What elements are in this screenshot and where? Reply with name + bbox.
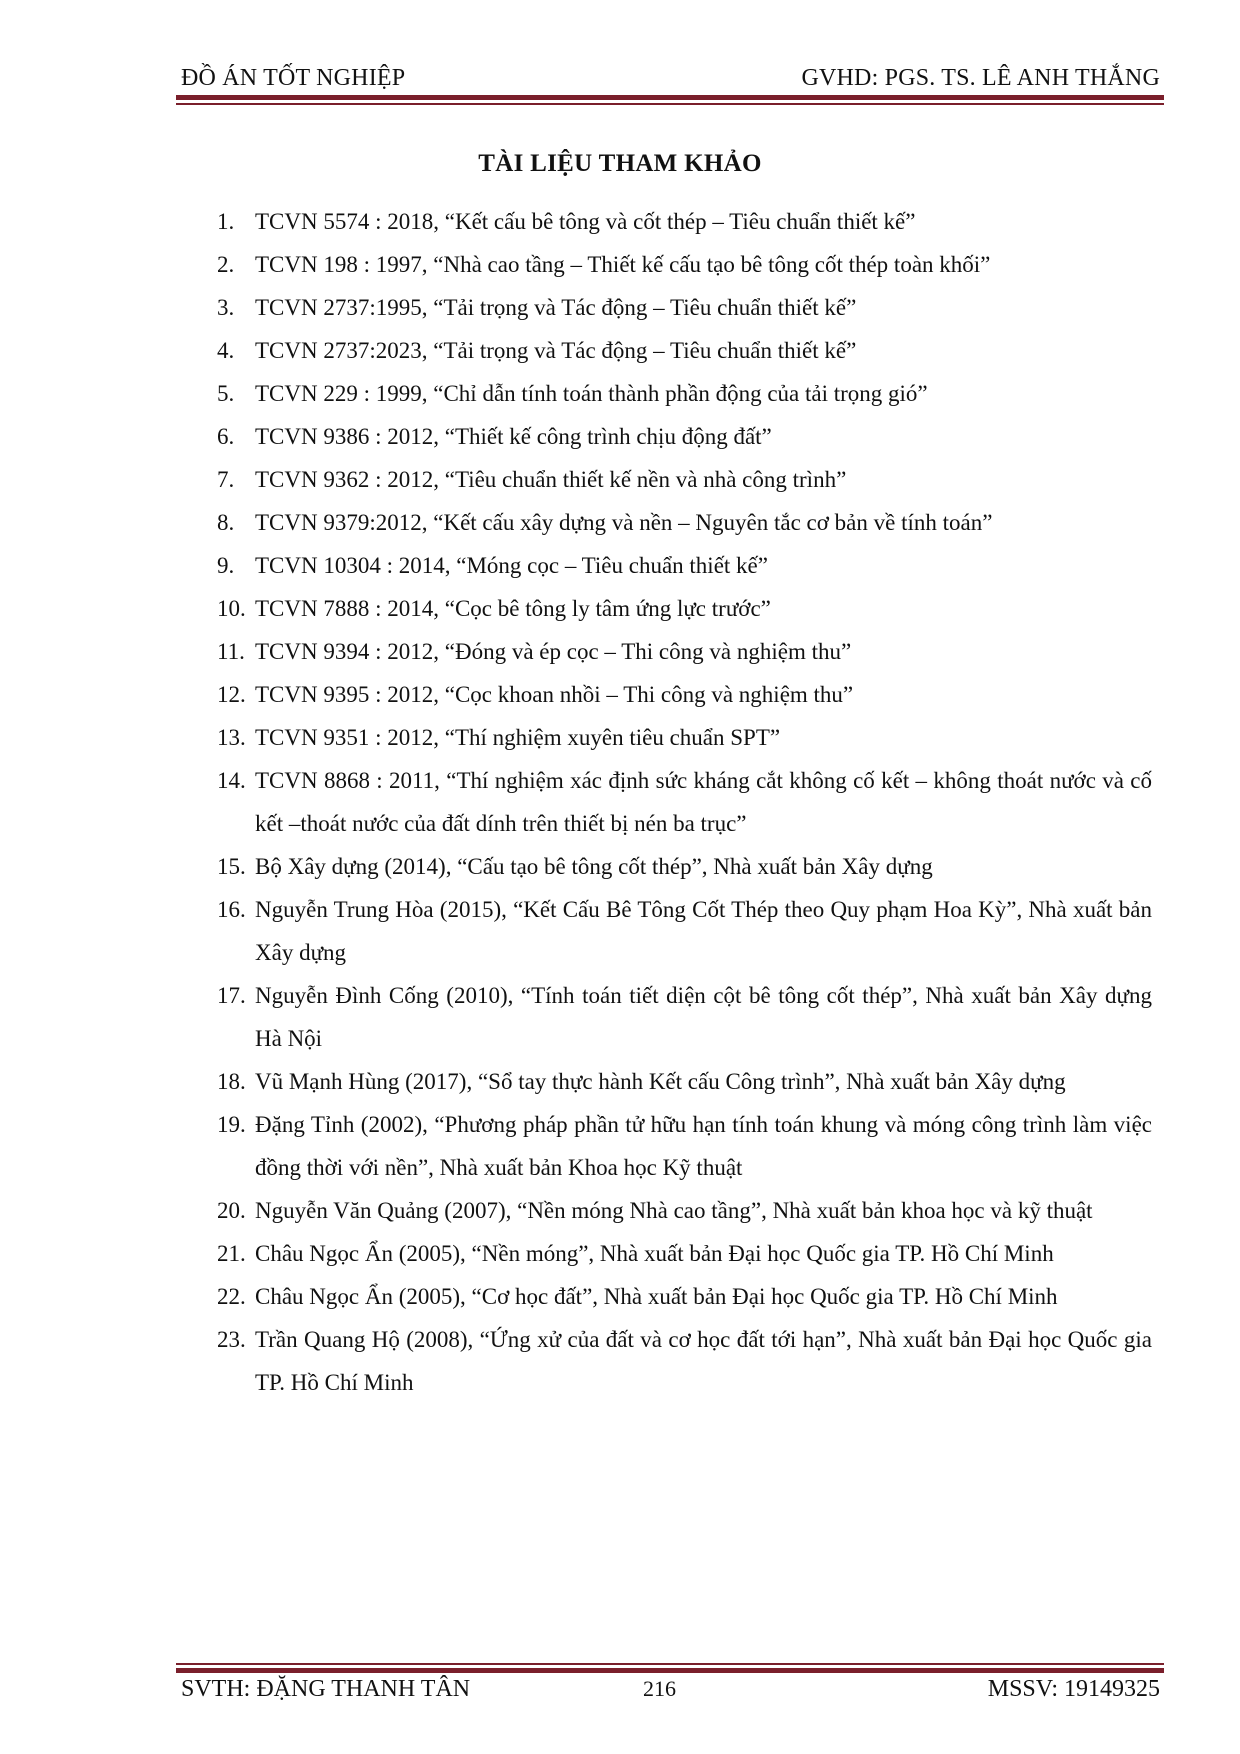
- reference-number: 22.: [217, 1284, 246, 1309]
- reference-item: [217, 888, 1152, 974]
- reference-item: [217, 630, 1152, 673]
- reference-text: TCVN 9394 : 2012, “Đóng và ép cọc – Thi công và nghiệm thu”: [255, 639, 852, 664]
- reference-item: [217, 1103, 1152, 1189]
- reference-number: 19.: [217, 1112, 246, 1137]
- reference-item: [217, 372, 1152, 415]
- reference-text: Vũ Mạnh Hùng (2017), “Sổ tay thực hành Kết cấu Công trình”, Nhà xuất bản Xây dựng: [255, 1069, 1066, 1094]
- reference-item: [217, 845, 1152, 888]
- reference-number: 6.: [217, 424, 235, 449]
- reference-number: 12.: [217, 682, 246, 707]
- reference-item: [217, 1232, 1152, 1275]
- reference-item: [217, 243, 1152, 286]
- reference-item: [217, 544, 1152, 587]
- reference-number: 13.: [217, 725, 246, 750]
- reference-text: Châu Ngọc Ẩn (2005), “Cơ học đất”, Nhà xuất bản Đại học Quốc gia TP. Hồ Chí Minh: [255, 1284, 1058, 1309]
- footer-rule-thick: [176, 1668, 1164, 1673]
- reference-number: 23.: [217, 1327, 246, 1352]
- reference-number: 16.: [217, 897, 246, 922]
- reference-number: 1.: [217, 209, 235, 234]
- reference-item: [217, 501, 1152, 544]
- reference-text: TCVN 198 : 1997, “Nhà cao tầng – Thiết kế cấu tạo bê tông cốt thép toàn khối”: [255, 252, 991, 277]
- reference-item: [217, 974, 1152, 1060]
- reference-number: 17.: [217, 983, 246, 1008]
- reference-text: TCVN 9351 : 2012, “Thí nghiệm xuyên tiêu chuẩn SPT”: [255, 725, 781, 750]
- reference-text: Nguyễn Văn Quảng (2007), “Nền móng Nhà cao tầng”, Nhà xuất bản khoa học và kỹ thuật: [255, 1198, 1093, 1223]
- reference-list: [217, 200, 1152, 1404]
- reference-number: 18.: [217, 1069, 246, 1094]
- reference-item: [217, 1060, 1152, 1103]
- reference-number: 10.: [217, 596, 246, 621]
- page-number: 216: [643, 1676, 676, 1701]
- reference-number: 14.: [217, 768, 246, 793]
- reference-text: TCVN 8868 : 2011, “Thí nghiệm xác định sức kháng cắt không cố kết – không thoát nước và cố kết –thoát nước của đất dính trên thiết bị nén ba trục”: [255, 768, 1152, 836]
- reference-number: 3.: [217, 295, 235, 320]
- header-rule-thick: [176, 95, 1164, 100]
- reference-item: [217, 1275, 1152, 1318]
- reference-number: 4.: [217, 338, 235, 363]
- footer-student-id: MSSV: 19149325: [987, 1676, 1160, 1702]
- reference-number: 7.: [217, 467, 235, 492]
- reference-item: [217, 673, 1152, 716]
- reference-text: Đặng Tỉnh (2002), “Phương pháp phần tử hữu hạn tính toán khung và móng công trình làm việc đồng thời với nền”, Nhà xuất bản Khoa học Kỹ thuật: [255, 1112, 1152, 1180]
- reference-item: [217, 415, 1152, 458]
- reference-text: TCVN 9386 : 2012, “Thiết kế công trình chịu động đất”: [255, 424, 772, 449]
- footer-student-label: SVTH: ĐẶNG THANH TÂN: [181, 1676, 471, 1702]
- reference-text: TCVN 9379:2012, “Kết cấu xây dựng và nền – Nguyên tắc cơ bản về tính toán”: [255, 510, 993, 535]
- reference-text: TCVN 2737:2023, “Tải trọng và Tác động – Tiêu chuẩn thiết kế”: [255, 338, 857, 363]
- reference-item: [217, 1189, 1152, 1232]
- footer-rule-thin: [176, 1663, 1164, 1665]
- reference-text: TCVN 5574 : 2018, “Kết cấu bê tông và cốt thép – Tiêu chuẩn thiết kế”: [255, 209, 916, 234]
- reference-number: 8.: [217, 510, 235, 535]
- reference-text: TCVN 9395 : 2012, “Cọc khoan nhồi – Thi công và nghiệm thu”: [255, 682, 854, 707]
- reference-item: [217, 286, 1152, 329]
- reference-text: TCVN 10304 : 2014, “Móng cọc – Tiêu chuẩn thiết kế”: [255, 553, 768, 578]
- reference-text: TCVN 229 : 1999, “Chỉ dẫn tính toán thành phần động của tải trọng gió”: [255, 381, 928, 406]
- header-project-label: ĐỒ ÁN TỐT NGHIỆP: [181, 65, 406, 91]
- reference-number: 21.: [217, 1241, 246, 1266]
- reference-text: Trần Quang Hộ (2008), “Ứng xử của đất và cơ học đất tới hạn”, Nhà xuất bản Đại học Quốc gia TP. Hồ Chí Minh: [255, 1327, 1152, 1395]
- reference-number: 20.: [217, 1198, 246, 1223]
- page-header: [181, 56, 1160, 92]
- reference-text: TCVN 7888 : 2014, “Cọc bê tông ly tâm ứng lực trước”: [255, 596, 771, 621]
- reference-text: TCVN 2737:1995, “Tải trọng và Tác động – Tiêu chuẩn thiết kế”: [255, 295, 857, 320]
- header-advisor-label: GVHD: PGS. TS. LÊ ANH THẮNG: [801, 65, 1160, 91]
- reference-item: [217, 759, 1152, 845]
- reference-item: [217, 458, 1152, 501]
- page-footer: [181, 1676, 1160, 1710]
- reference-item: [217, 329, 1152, 372]
- reference-item: [217, 587, 1152, 630]
- reference-text: Nguyễn Đình Cống (2010), “Tính toán tiết diện cột bê tông cốt thép”, Nhà xuất bản Xây dựng Hà Nội: [255, 983, 1152, 1051]
- header-rule-thin: [176, 103, 1164, 105]
- reference-number: 11.: [217, 639, 245, 664]
- reference-item: [217, 1318, 1152, 1404]
- reference-text: TCVN 9362 : 2012, “Tiêu chuẩn thiết kế nền và nhà công trình”: [255, 467, 847, 492]
- page-title: TÀI LIỆU THAM KHẢO: [478, 150, 762, 177]
- reference-text: Châu Ngọc Ẩn (2005), “Nền móng”, Nhà xuất bản Đại học Quốc gia TP. Hồ Chí Minh: [255, 1241, 1054, 1266]
- reference-number: 2.: [217, 252, 235, 277]
- reference-item: [217, 200, 1152, 243]
- reference-number: 5.: [217, 381, 235, 406]
- reference-number: 9.: [217, 553, 235, 578]
- reference-item: [217, 716, 1152, 759]
- reference-text: Nguyễn Trung Hòa (2015), “Kết Cấu Bê Tông Cốt Thép theo Quy phạm Hoa Kỳ”, Nhà xuất bản Xây dựng: [255, 897, 1152, 965]
- reference-number: 15.: [217, 854, 246, 879]
- reference-text: Bộ Xây dựng (2014), “Cấu tạo bê tông cốt thép”, Nhà xuất bản Xây dựng: [255, 854, 933, 879]
